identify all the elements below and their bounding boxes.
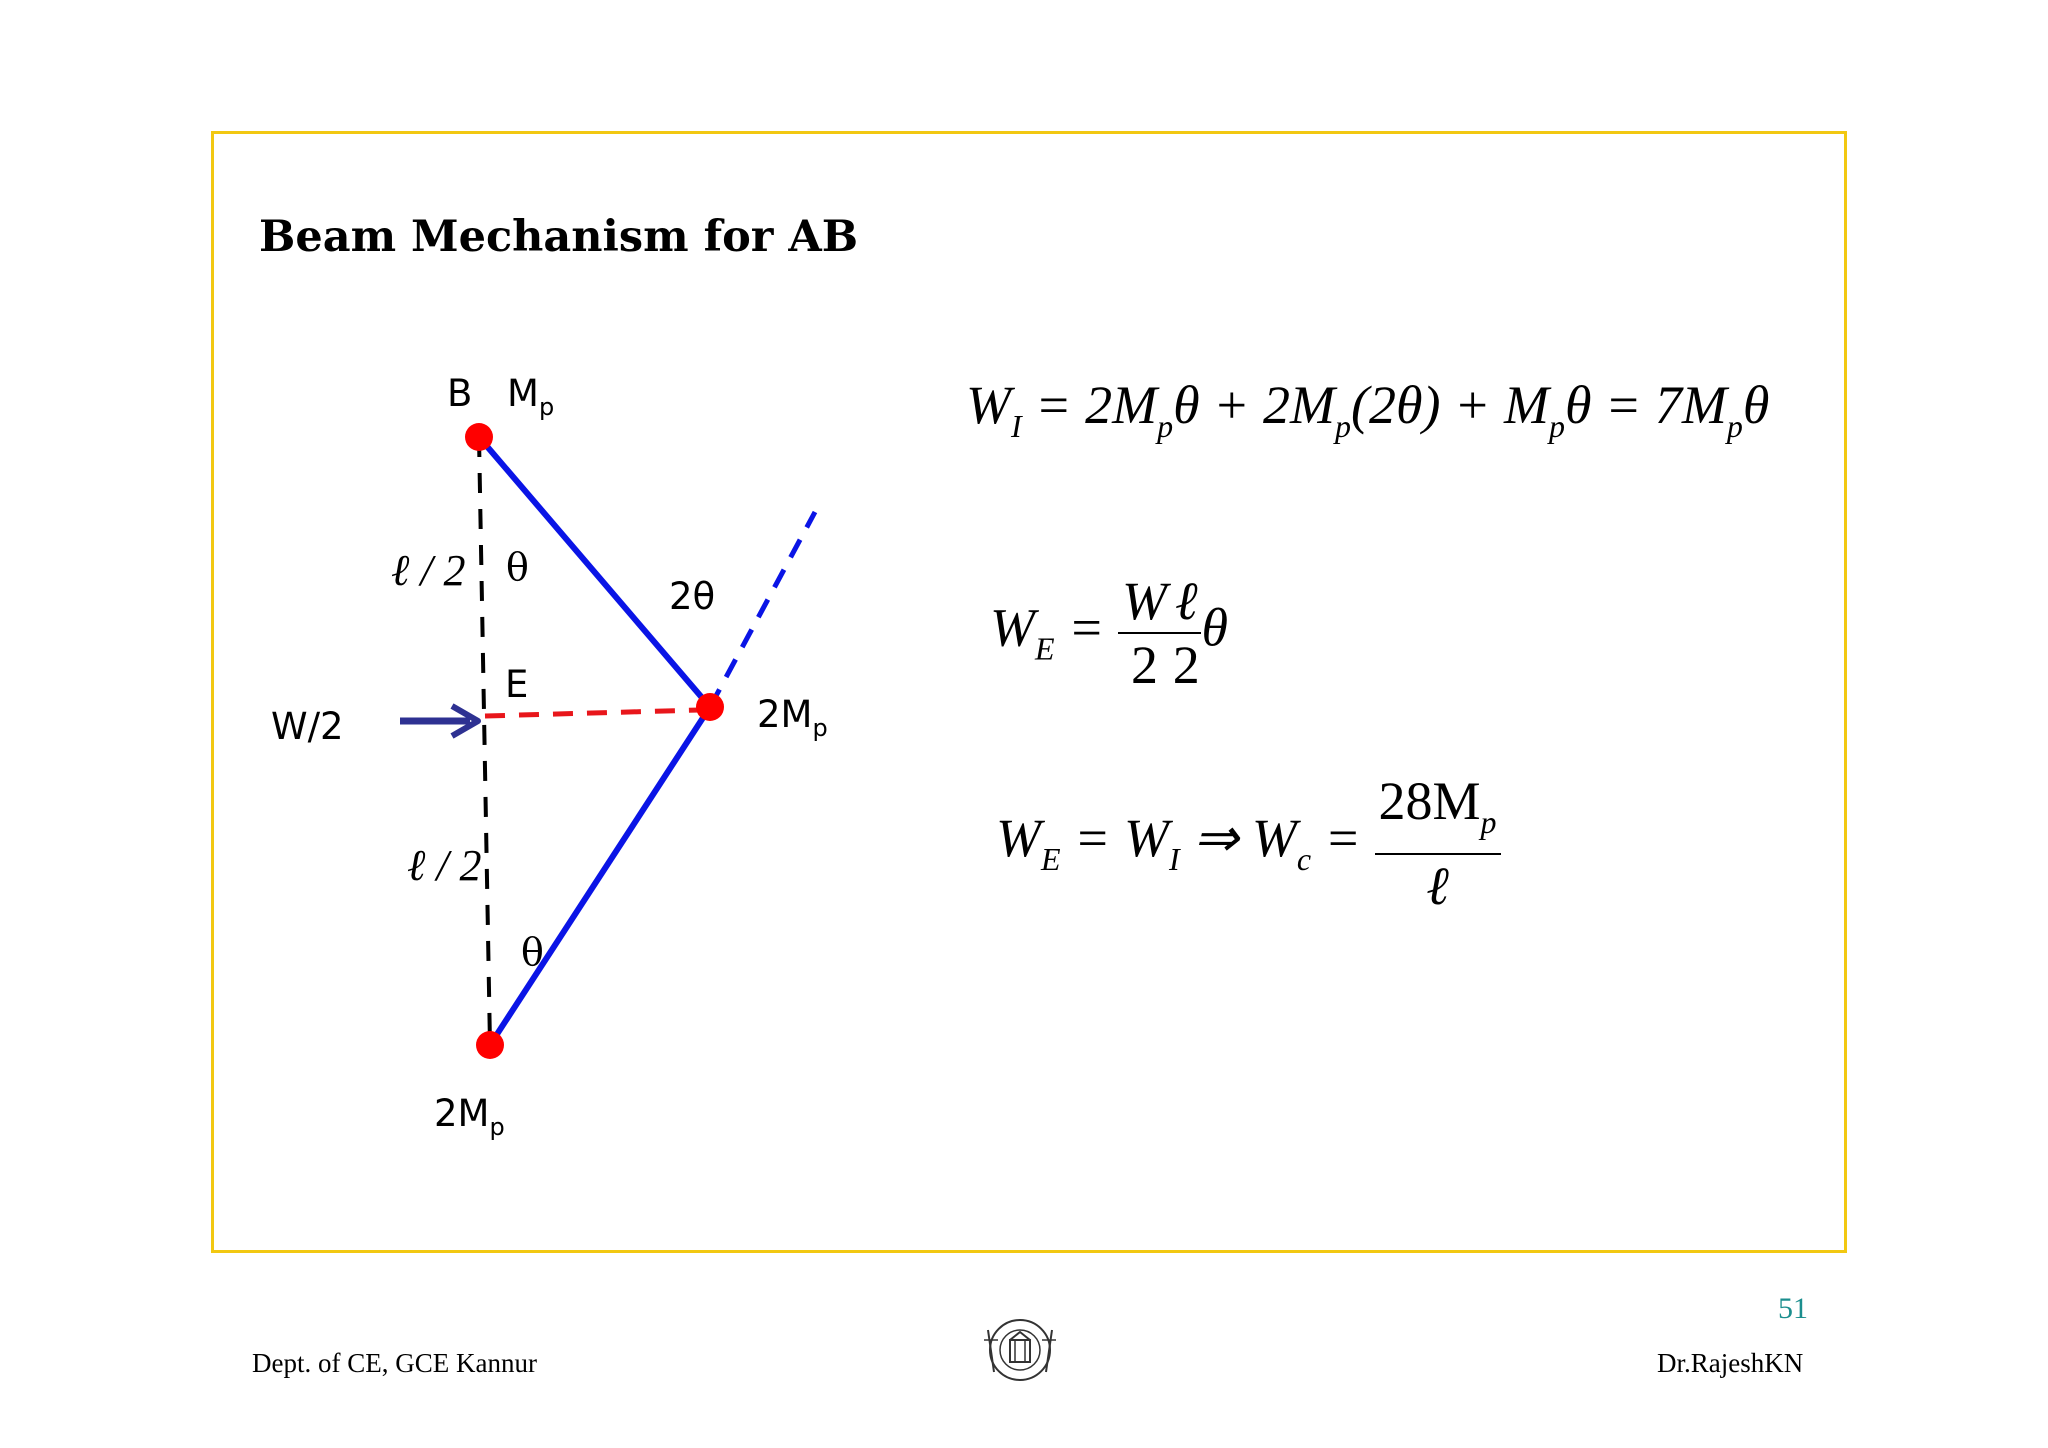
displacement-dashed-line: [485, 710, 700, 716]
plastic-hinge-B: [465, 423, 493, 451]
fraction-l-over-2: $\frac{\text{ℓ}}{2}$: [1172, 571, 1200, 695]
label-E: E: [505, 663, 529, 706]
fraction-28mp-over-l: $\frac{28M_p}{\text{ℓ}}$: [1375, 770, 1501, 917]
label-mp-top: $M_p$: [507, 372, 555, 421]
label-2theta: 2θ: [669, 575, 716, 618]
column-dashed-line: [479, 437, 490, 1045]
slide-title: Beam Mechanism for AB: [259, 212, 859, 262]
equation-internal-work: $W_I = 2M_p\theta + 2M_p(2\theta) + M_p\theta = 7M_p\theta$: [966, 375, 1770, 444]
member-lower: [490, 707, 710, 1045]
label-2mp-bottom: $2M_p$: [434, 1092, 505, 1141]
label-theta-bottom: θ: [521, 930, 544, 974]
label-load-w2: W/2: [271, 705, 344, 748]
label-theta-top: θ: [506, 545, 529, 589]
page-number: 51: [1778, 1292, 1808, 1325]
label-B: B: [447, 372, 473, 415]
equation-collapse-load: $W_E = W_I$ ⇒ $W_c$ = $\frac{28M_p}{\text{ℓ}}$: [996, 770, 1501, 917]
equation-external-work: $W_E$ = $\frac{W}{2}$ $\frac{\text{ℓ}}{2}$ θ: [990, 571, 1228, 695]
plastic-hinge-A: [476, 1031, 504, 1059]
member-extension-dashed: [710, 512, 815, 707]
label-half-length-bottom: ℓ / 2: [407, 841, 482, 890]
footer-department: Dept. of CE, GCE Kannur: [252, 1348, 537, 1378]
label-2mp-right: $2M_p$: [757, 693, 828, 742]
label-half-length-top: ℓ / 2: [391, 546, 466, 595]
footer-author: Dr.RajeshKN: [1657, 1348, 1804, 1378]
fraction-w-over-2: $\frac{W}{2}$: [1118, 570, 1171, 696]
plastic-hinge-E: [696, 693, 724, 721]
college-seal-icon: [980, 1310, 1060, 1390]
